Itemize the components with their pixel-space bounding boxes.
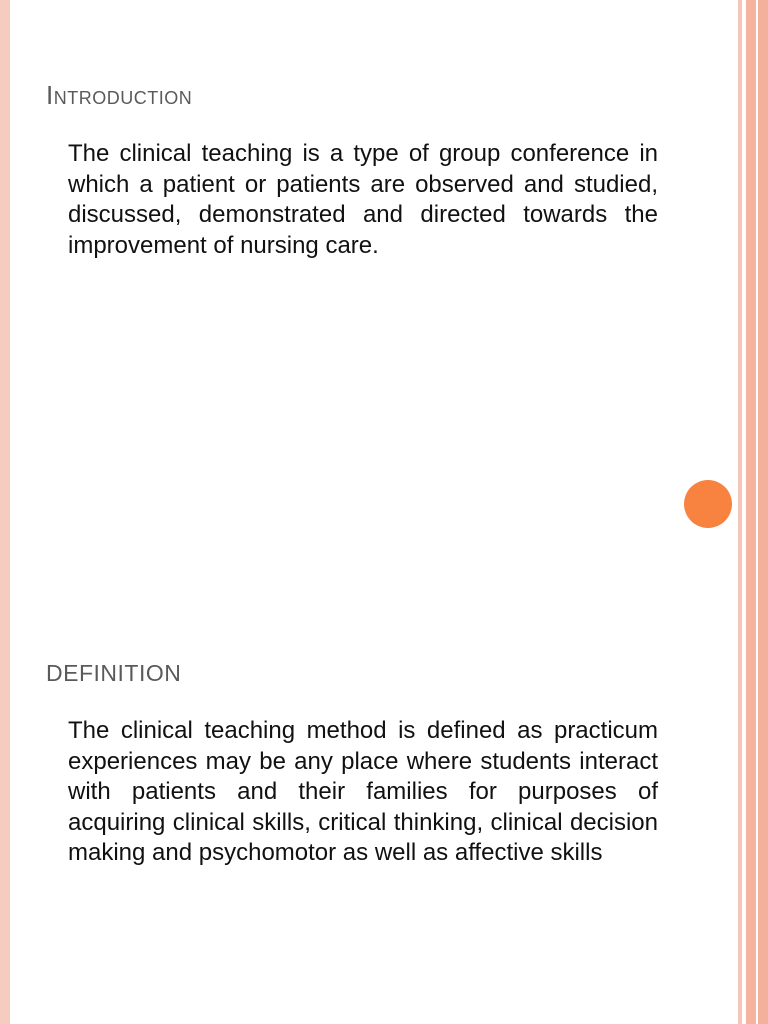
definition-paragraph: The clinical teaching method is defined as practicum experiences may be any place where students interact with patients and their families for purposes of acquiring clinical skills, critical thinking, clinical decision making and psychomotor as well as affective skills [68, 717, 658, 866]
introduction-heading: Introduction [46, 80, 193, 110]
orange-circle-decoration [684, 480, 732, 528]
right-border-decoration [736, 0, 768, 1024]
left-border-decoration [0, 0, 10, 1024]
definition-heading: DEFINITION [46, 660, 182, 686]
introduction-paragraph: The clinical teaching is a type of group conference in which a patient or patients are observed and studied, discussed, demonstrated and directed towards the improvement of nursing care. [68, 140, 658, 259]
